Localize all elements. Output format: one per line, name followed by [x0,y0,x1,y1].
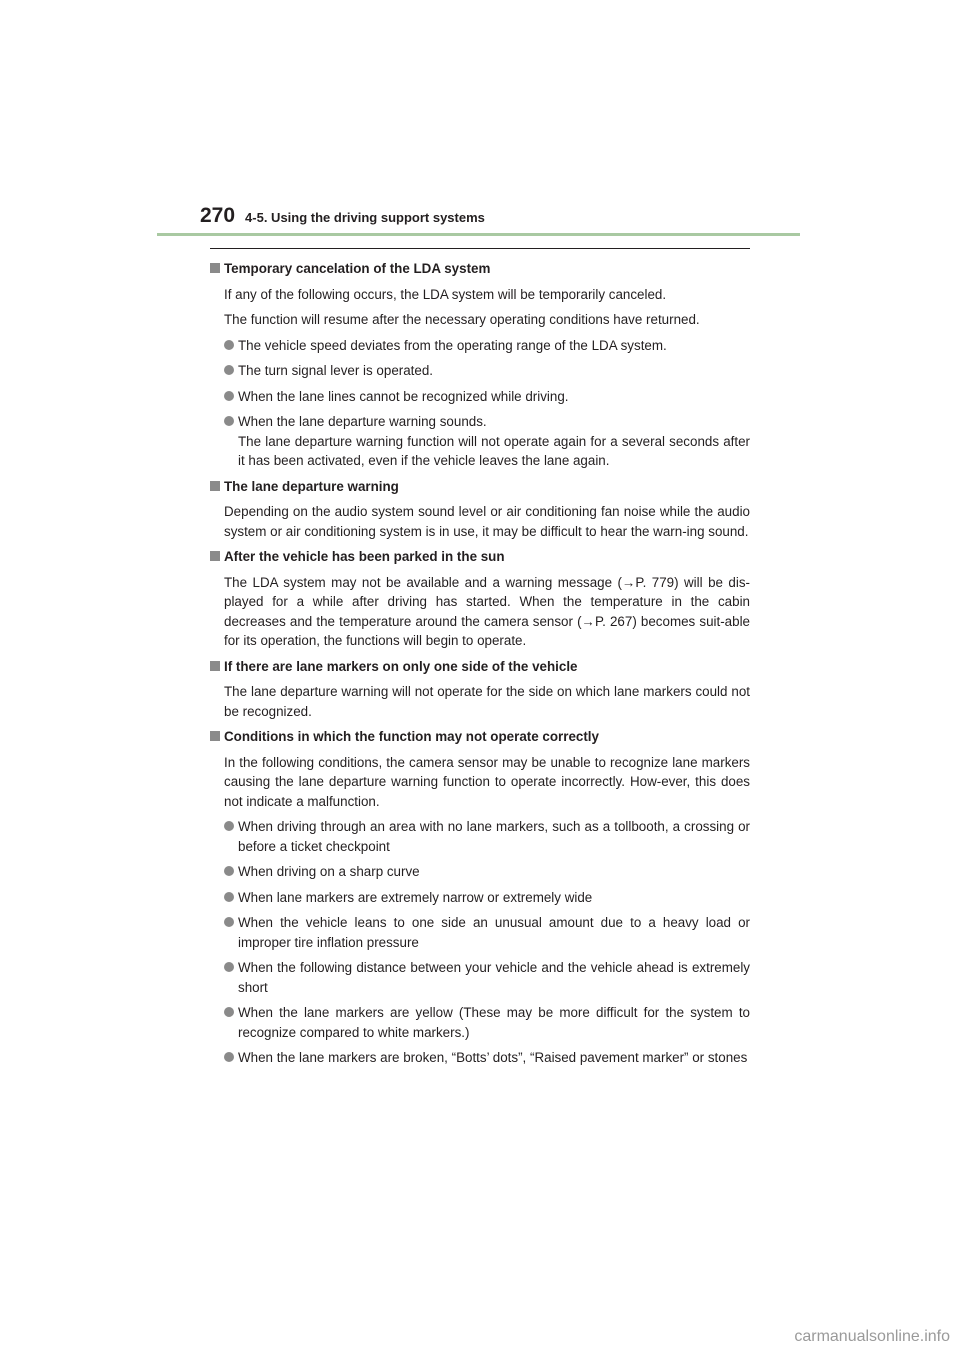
list-item-text: When the lane markers are broken, “Botts’ dots”, “Raised pavement marker” or stones [238,1050,748,1065]
note-section [210,657,750,722]
section-paragraph: In the following conditions, the camera sensor may be unable to recognize lane markers causing the lane departure warning function to operate incorrectly. How-ever, this does not indicate a malfunction. [224,754,750,809]
section-heading-text: After the vehicle has been parked in the sun [224,549,505,564]
note-section [210,727,750,1068]
circle-bullet-icon [224,866,234,876]
section-heading-text: If there are lane markers on only one side of the vehicle [224,658,578,674]
list-item [224,387,750,407]
section-paragraph: The lane departure warning will not operate for the side on which lane markers could not be recognized. [224,684,750,719]
square-bullet-icon [210,661,220,671]
list-item-text: When the vehicle leans to one side an unusual amount due to a heavy load or improper tire inflation pressure [238,915,750,950]
list-item [224,1003,750,1042]
circle-bullet-icon [224,340,234,350]
chapter-title: 4-5. Using the driving support systems [245,210,485,225]
list-item [224,888,750,908]
list-item-text: The turn signal lever is operated. [238,363,434,378]
circle-bullet-icon [224,962,234,972]
circle-bullet-icon [224,917,234,927]
list-item-text: When driving on a sharp curve [238,864,420,879]
list-item-text: When the following distance between your vehicle and the vehicle ahead is extremely short [238,960,750,995]
list-item [224,361,750,381]
square-bullet-icon [210,551,220,561]
list-item [224,958,750,997]
list-item-text: When lane markers are extremely narrow or extremely wide [238,889,593,905]
page-content [210,259,750,1074]
page-header [200,204,485,228]
note-section [210,259,750,471]
section-heading [210,547,750,567]
circle-bullet-icon [224,365,234,375]
list-item [224,1048,750,1068]
section-heading-text: The lane departure warning [224,478,399,494]
square-bullet-icon [210,731,220,741]
header-rule [157,233,800,236]
circle-bullet-icon [224,821,234,831]
section-heading [210,477,750,497]
note-section [210,547,750,651]
list-item-text: When the lane lines cannot be recognized while driving. [238,388,569,404]
list-item [224,336,750,356]
circle-bullet-icon [224,391,234,401]
list-item [224,817,750,856]
list-item-text: When the lane markers are yellow (These may be more difficult for the system to recognize compared to white markers.) [238,1005,750,1040]
section-rule [210,248,750,249]
list-item [224,862,750,882]
section-paragraph: The function will resume after the necessary operating conditions have returned. [224,312,700,327]
square-bullet-icon [210,481,220,491]
section-paragraph: Depending on the audio system sound level or air conditioning fan noise while the audio system or air conditioning system is in use, it may be difficult to hear the warn-ing sound. [224,504,750,539]
circle-bullet-icon [224,1007,234,1017]
section-paragraph: The LDA system may not be available and a warning message (→P. 779) will be dis-played for a while after driving has started. When the temperature in the cabin decreases and the temperature around the camera sensor (→P. 267) becomes suit-able for its operation, the functions will begin to operate. [224,574,750,648]
section-heading [210,259,750,279]
note-section [210,477,750,542]
list-item [224,913,750,952]
section-paragraph: If any of the following occurs, the LDA system will be temporarily canceled. [224,286,667,302]
list-item-text: The vehicle speed deviates from the operating range of the LDA system. [238,337,667,353]
section-heading-text: Conditions in which the function may not operate correctly [224,729,599,744]
list-item-text: When the lane departure warning sounds. The lane departure warning function will not operate again for a several seconds after it has been activated, even if the vehicle leaves the lane again. [238,414,750,468]
circle-bullet-icon [224,892,234,902]
section-heading [210,727,750,747]
page-number: 270 [200,204,236,227]
list-item [224,412,750,471]
circle-bullet-icon [224,416,234,426]
watermark: carmanualsonline.info [794,1328,950,1345]
section-heading [210,657,750,677]
list-item-text: When driving through an area with no lane markers, such as a tollbooth, a crossing or before a ticket checkpoint [238,819,750,854]
section-heading-text: Temporary cancelation of the LDA system [224,261,491,276]
circle-bullet-icon [224,1052,234,1062]
square-bullet-icon [210,263,220,273]
